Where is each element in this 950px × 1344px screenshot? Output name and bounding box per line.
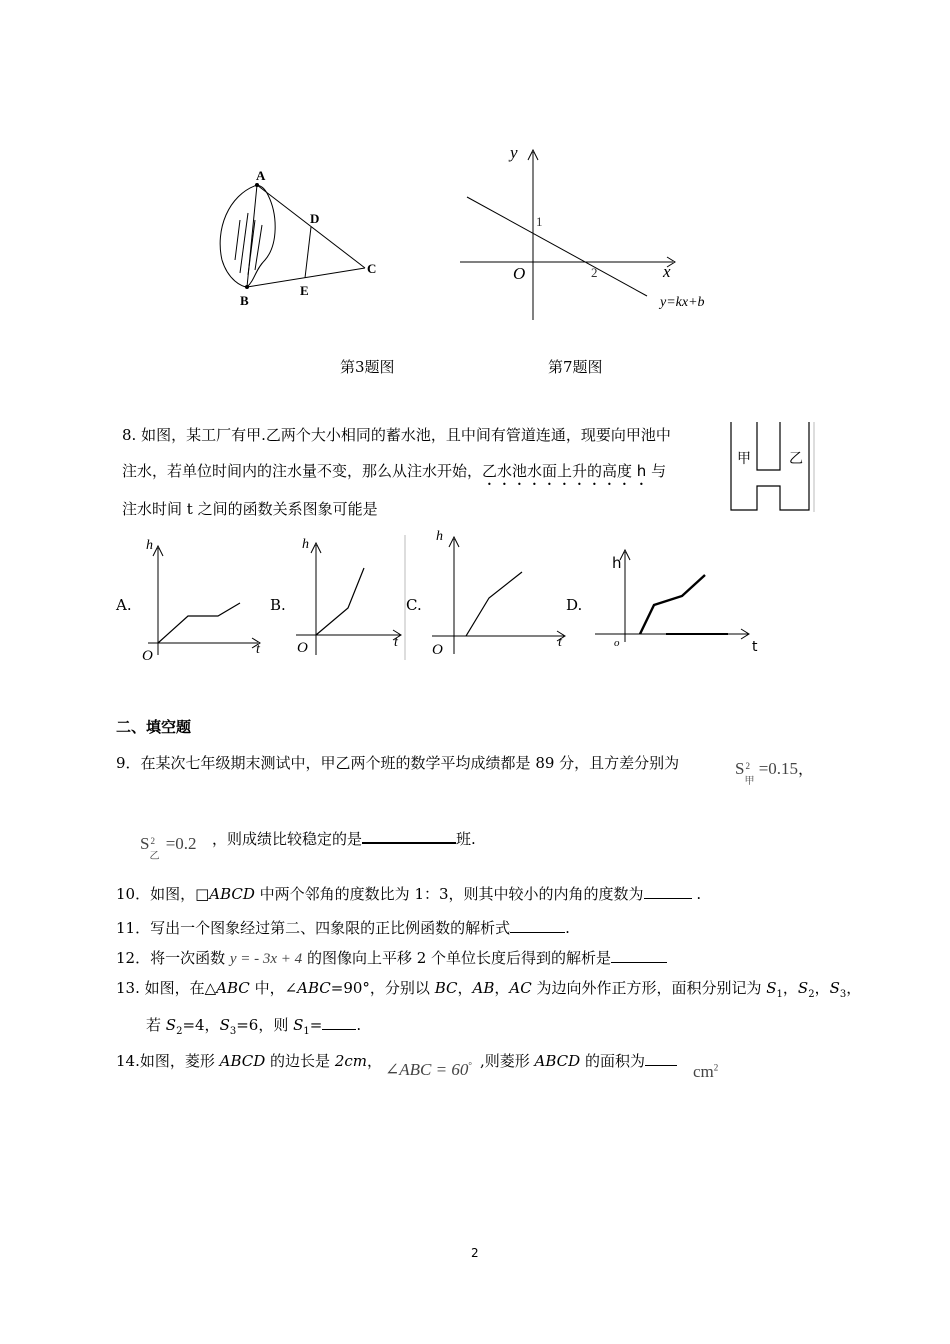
option-b-t-label: t bbox=[394, 635, 398, 650]
sub-yi: 乙 bbox=[149, 851, 160, 862]
q9-text1: 9．在某次七年级期末测试中，甲乙两个班的数学平均成绩都是 89 分，且方差分别为 bbox=[116, 754, 680, 772]
q8-line2-start: 注水，若单位时间内的注水量不变，那么从注水开始， bbox=[122, 462, 483, 480]
eq4: =4， bbox=[182, 1016, 220, 1034]
section-title: 二、填空题 bbox=[116, 718, 192, 736]
s: S bbox=[219, 1016, 230, 1034]
sq: 2 bbox=[745, 761, 750, 771]
q13-a: 13. 如图，在△ bbox=[116, 979, 217, 997]
n3: 3 bbox=[229, 1026, 237, 1037]
option-a-h-label: h bbox=[146, 538, 153, 553]
q12-a: 12．将一次函数 bbox=[116, 949, 230, 967]
q9-variance-yi bbox=[140, 834, 197, 862]
q13-ac: AC bbox=[509, 979, 532, 997]
q9-line2 bbox=[212, 828, 476, 849]
q14-len: 2cm bbox=[334, 1052, 367, 1070]
figure-3-triangle bbox=[210, 165, 390, 315]
q10-answer-blank[interactable] bbox=[644, 884, 692, 899]
y-axis-label: y bbox=[510, 143, 518, 162]
q11-a: 11．写出一个图象经过第二、四象限的正比例函数的解析式 bbox=[116, 919, 511, 937]
fig3-caption: 第3题图 bbox=[340, 358, 395, 376]
q14 bbox=[116, 1050, 382, 1071]
angle: ∠ABC = 60 bbox=[385, 1060, 469, 1079]
q11-answer-blank[interactable] bbox=[510, 918, 565, 933]
option-c-t-label: t bbox=[558, 635, 562, 650]
q13-b: 中，∠ bbox=[249, 979, 298, 997]
sq: 2 bbox=[150, 836, 155, 846]
segment-ac bbox=[257, 185, 365, 268]
option-a-curve bbox=[158, 603, 240, 643]
q14-answer-blank[interactable] bbox=[645, 1051, 677, 1066]
q14-abcd2: ABCD bbox=[534, 1052, 581, 1070]
s: S bbox=[797, 979, 809, 997]
q9-answer-blank[interactable] bbox=[362, 828, 456, 844]
option-c-curve bbox=[466, 572, 522, 636]
option-c-h-label: h bbox=[436, 529, 443, 544]
fig7-caption: 第7题图 bbox=[548, 358, 603, 376]
q14-abcd: ABCD bbox=[219, 1052, 266, 1070]
option-d-label: D. bbox=[566, 596, 583, 614]
sub-jia: 甲 bbox=[744, 776, 755, 787]
q8-line1: 8. 如图，某工厂有甲.乙两个大小相同的蓄水池，且中间有管道连通，现要向甲池中 bbox=[122, 426, 671, 444]
option-c-label: C. bbox=[406, 596, 422, 614]
point-c-label: C bbox=[367, 261, 377, 276]
point-b-label: B bbox=[240, 293, 249, 308]
option-b-o-label: O bbox=[297, 640, 308, 656]
q14-angle bbox=[385, 1060, 472, 1080]
figure-7-graph bbox=[455, 140, 725, 325]
n1: 1 bbox=[303, 1026, 310, 1037]
q13-abc2: ABC bbox=[297, 979, 331, 997]
n2: 2 bbox=[808, 989, 815, 1000]
eqend: = bbox=[309, 1016, 323, 1034]
q10-d: . bbox=[691, 885, 702, 903]
q8-emphasis: 乙水池水面上升的高度 h bbox=[482, 462, 647, 480]
unit-sq: 2 bbox=[713, 1062, 719, 1073]
origin-label: O bbox=[513, 264, 526, 283]
q13-line2 bbox=[146, 1014, 361, 1037]
q9-line1 bbox=[116, 752, 679, 773]
deg: ° bbox=[468, 1060, 472, 1071]
q14-tail bbox=[480, 1050, 677, 1071]
q13-line1: 13. 如图，在△ABC 中，∠ABC=90°，分别以 BC，AB，AC 为边向外作正方形，面积分别记为 $S_1$，$S_2$，$S_3$， bbox=[116, 979, 862, 1000]
tank-left-label: 甲 bbox=[737, 452, 751, 467]
eq6: =6，则 bbox=[236, 1016, 294, 1034]
s: S bbox=[766, 979, 777, 997]
q13-e: 若 bbox=[146, 1016, 166, 1034]
hatch-line bbox=[235, 220, 240, 260]
q8-line2 bbox=[122, 460, 666, 489]
option-b-h-label: h bbox=[302, 537, 309, 552]
q11 bbox=[116, 917, 570, 938]
q14-d: ,则菱形 bbox=[480, 1052, 535, 1070]
hatch-line bbox=[255, 225, 262, 270]
point-e-label: E bbox=[300, 283, 309, 298]
q14-e: 的面积为 bbox=[580, 1052, 645, 1070]
q13-ab: AB bbox=[472, 979, 495, 997]
q14-a: 14.如图，菱形 bbox=[116, 1052, 220, 1070]
tank-figure bbox=[728, 420, 818, 515]
comma: ， bbox=[798, 762, 814, 778]
option-b-graph bbox=[288, 530, 408, 665]
option-a-graph bbox=[138, 533, 268, 663]
option-a-o-label: O bbox=[142, 648, 153, 663]
q13-answer-blank[interactable] bbox=[322, 1015, 356, 1030]
tank-right-label: 乙 bbox=[789, 452, 803, 467]
q13-bc: BC bbox=[434, 979, 458, 997]
x-axis-label: x bbox=[663, 262, 671, 281]
s: S bbox=[165, 1016, 177, 1034]
n1: 1 bbox=[776, 989, 783, 1000]
segment-de bbox=[305, 227, 311, 278]
point-d-label: D bbox=[310, 211, 320, 226]
x-intercept-label: 2 bbox=[591, 265, 598, 280]
q9-text2: ，则成绩比较稳定的是 bbox=[212, 830, 363, 848]
q10-c: 中两个邻角的度数比为 1：3，则其中较小的内角的度数为 bbox=[254, 885, 644, 903]
s-letter: S bbox=[735, 759, 745, 778]
val-yi: =0.2 bbox=[165, 834, 197, 853]
n3: 3 bbox=[839, 989, 847, 1000]
line-equation-label: y=kx+b bbox=[660, 295, 705, 310]
q13-c: =90°，分别以 bbox=[330, 979, 435, 997]
s-letter: S bbox=[140, 834, 150, 853]
segment-ab bbox=[247, 185, 257, 287]
q9-text3: 班. bbox=[456, 830, 476, 848]
q10-b: □ABCD bbox=[195, 885, 255, 903]
y-intercept-label: 1 bbox=[536, 214, 543, 229]
q8-line2-end: 与 bbox=[646, 462, 667, 480]
graph-line bbox=[467, 197, 647, 296]
q14-b: 的边长是 bbox=[265, 1052, 335, 1070]
option-b-label: B. bbox=[270, 596, 286, 614]
q13-d: 为边向外作正方形，面积分别记为 bbox=[531, 979, 767, 997]
period: . bbox=[356, 1016, 362, 1034]
option-d-curve bbox=[640, 575, 705, 634]
leaf-shape bbox=[220, 185, 275, 287]
q12-b: 的图像向上平移 2 个单位长度后得到的解析是 bbox=[302, 949, 612, 967]
q12-expr: y = - 3x + 4 bbox=[229, 951, 303, 967]
q9-variance-jia bbox=[735, 758, 814, 787]
val-jia: =0.15 bbox=[758, 759, 799, 778]
q14-unit bbox=[693, 1062, 718, 1082]
q12-answer-blank[interactable] bbox=[611, 948, 667, 963]
n2: 2 bbox=[176, 1026, 183, 1037]
q11-b: . bbox=[565, 919, 570, 937]
hatch-line bbox=[240, 213, 248, 273]
page-number: 2 bbox=[471, 1246, 479, 1260]
point-a-label: A bbox=[256, 168, 266, 183]
option-c-graph bbox=[424, 524, 574, 664]
option-a-label: A. bbox=[116, 596, 132, 614]
option-d-t-label: t bbox=[752, 639, 758, 655]
s: S bbox=[829, 979, 840, 997]
q13-abc: ABC bbox=[216, 979, 250, 997]
s: S bbox=[293, 1016, 304, 1034]
q10-a: 10．如图， bbox=[116, 885, 196, 903]
q12 bbox=[116, 947, 667, 968]
option-b-curve bbox=[316, 568, 364, 635]
option-c-o-label: O bbox=[432, 642, 443, 658]
option-d-graph bbox=[590, 540, 770, 660]
option-a-t-label: t bbox=[256, 642, 260, 657]
unit: cm bbox=[693, 1062, 714, 1081]
option-d-o-label: o bbox=[614, 637, 620, 649]
q14-c: ， bbox=[366, 1052, 382, 1070]
q8-line3: 注水时间 t 之间的函数关系图象可能是 bbox=[122, 500, 378, 518]
option-d-h-label: h bbox=[612, 554, 622, 572]
q10 bbox=[116, 883, 701, 904]
